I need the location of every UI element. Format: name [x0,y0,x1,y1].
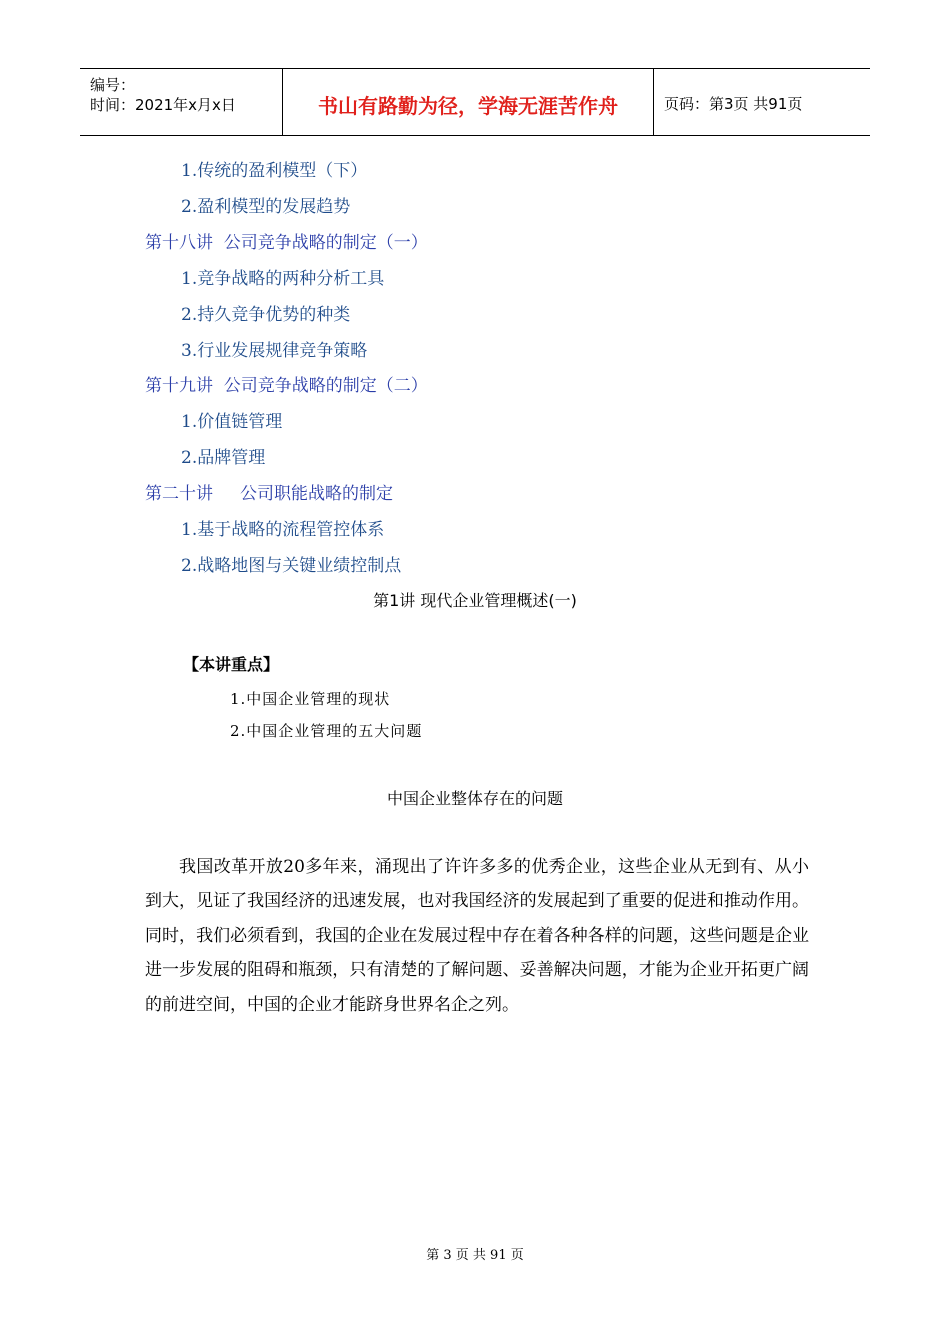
toc-item: 1.传统的盈利模型（下） [181,161,368,181]
toc-chapter: 第二十讲 公司职能战略的制定 [145,484,394,504]
section-subheading: 中国企业整体存在的问题 [386,789,563,808]
page-header [80,68,870,136]
toc-chapter: 第十九讲 公司竞争战略的制定（二） [145,376,428,396]
toc-chapter: 第十八讲 公司竞争战略的制定（一） [145,233,428,253]
header-meta [80,69,282,135]
page-footer: 第 3 页 共 91 页 [426,1248,524,1263]
toc-item: 1.竞争战略的两种分析工具 [181,269,385,289]
toc-item: 2.战略地图与关键业绩控制点 [181,556,402,576]
toc-item: 2.盈利模型的发展趋势 [181,197,351,217]
toc-item: 2.持久竞争优势的种类 [181,305,351,325]
toc-item: 1.价值链管理 [181,412,283,432]
lecture-title: 第1讲 现代企业管理概述(一) [373,591,577,610]
header-page-info: 页码：第3页 共91页 [664,94,803,113]
toc-item: 2.品牌管理 [181,448,266,468]
key-point-item: 2.中国企业管理的五大问题 [230,722,423,740]
key-points-heading: 【本讲重点】 [183,655,280,674]
toc-item: 3.行业发展规律竞争策略 [181,341,368,361]
toc-item: 1.基于战略的流程管控体系 [181,520,385,540]
document-date: 时间：2021年x月x日 [90,96,236,114]
body-paragraph: 我国改革开放20多年来，涌现出了许许多多的优秀企业，这些企业从无到有、从小到大，见证了我国经济的迅速发展，也对我国经济的发展起到了重要的促进和推动作用。同时，我们必须看到，我国的企业在发展过程中存在着各种各样的问题，这些问题是企业进一步发展的阻碍和瓶颈，只有清楚的了解问题、妥善解决问题，才能为企业开拓更广阔的前进空间，中国的企业才能跻身世界名企之列。 [145,857,809,1015]
header-motto: 书山有路勤为径，学海无涯苦作舟 [282,69,654,135]
document-number-label: 编号： [90,76,136,94]
key-point-item: 1.中国企业管理的现状 [230,690,391,708]
